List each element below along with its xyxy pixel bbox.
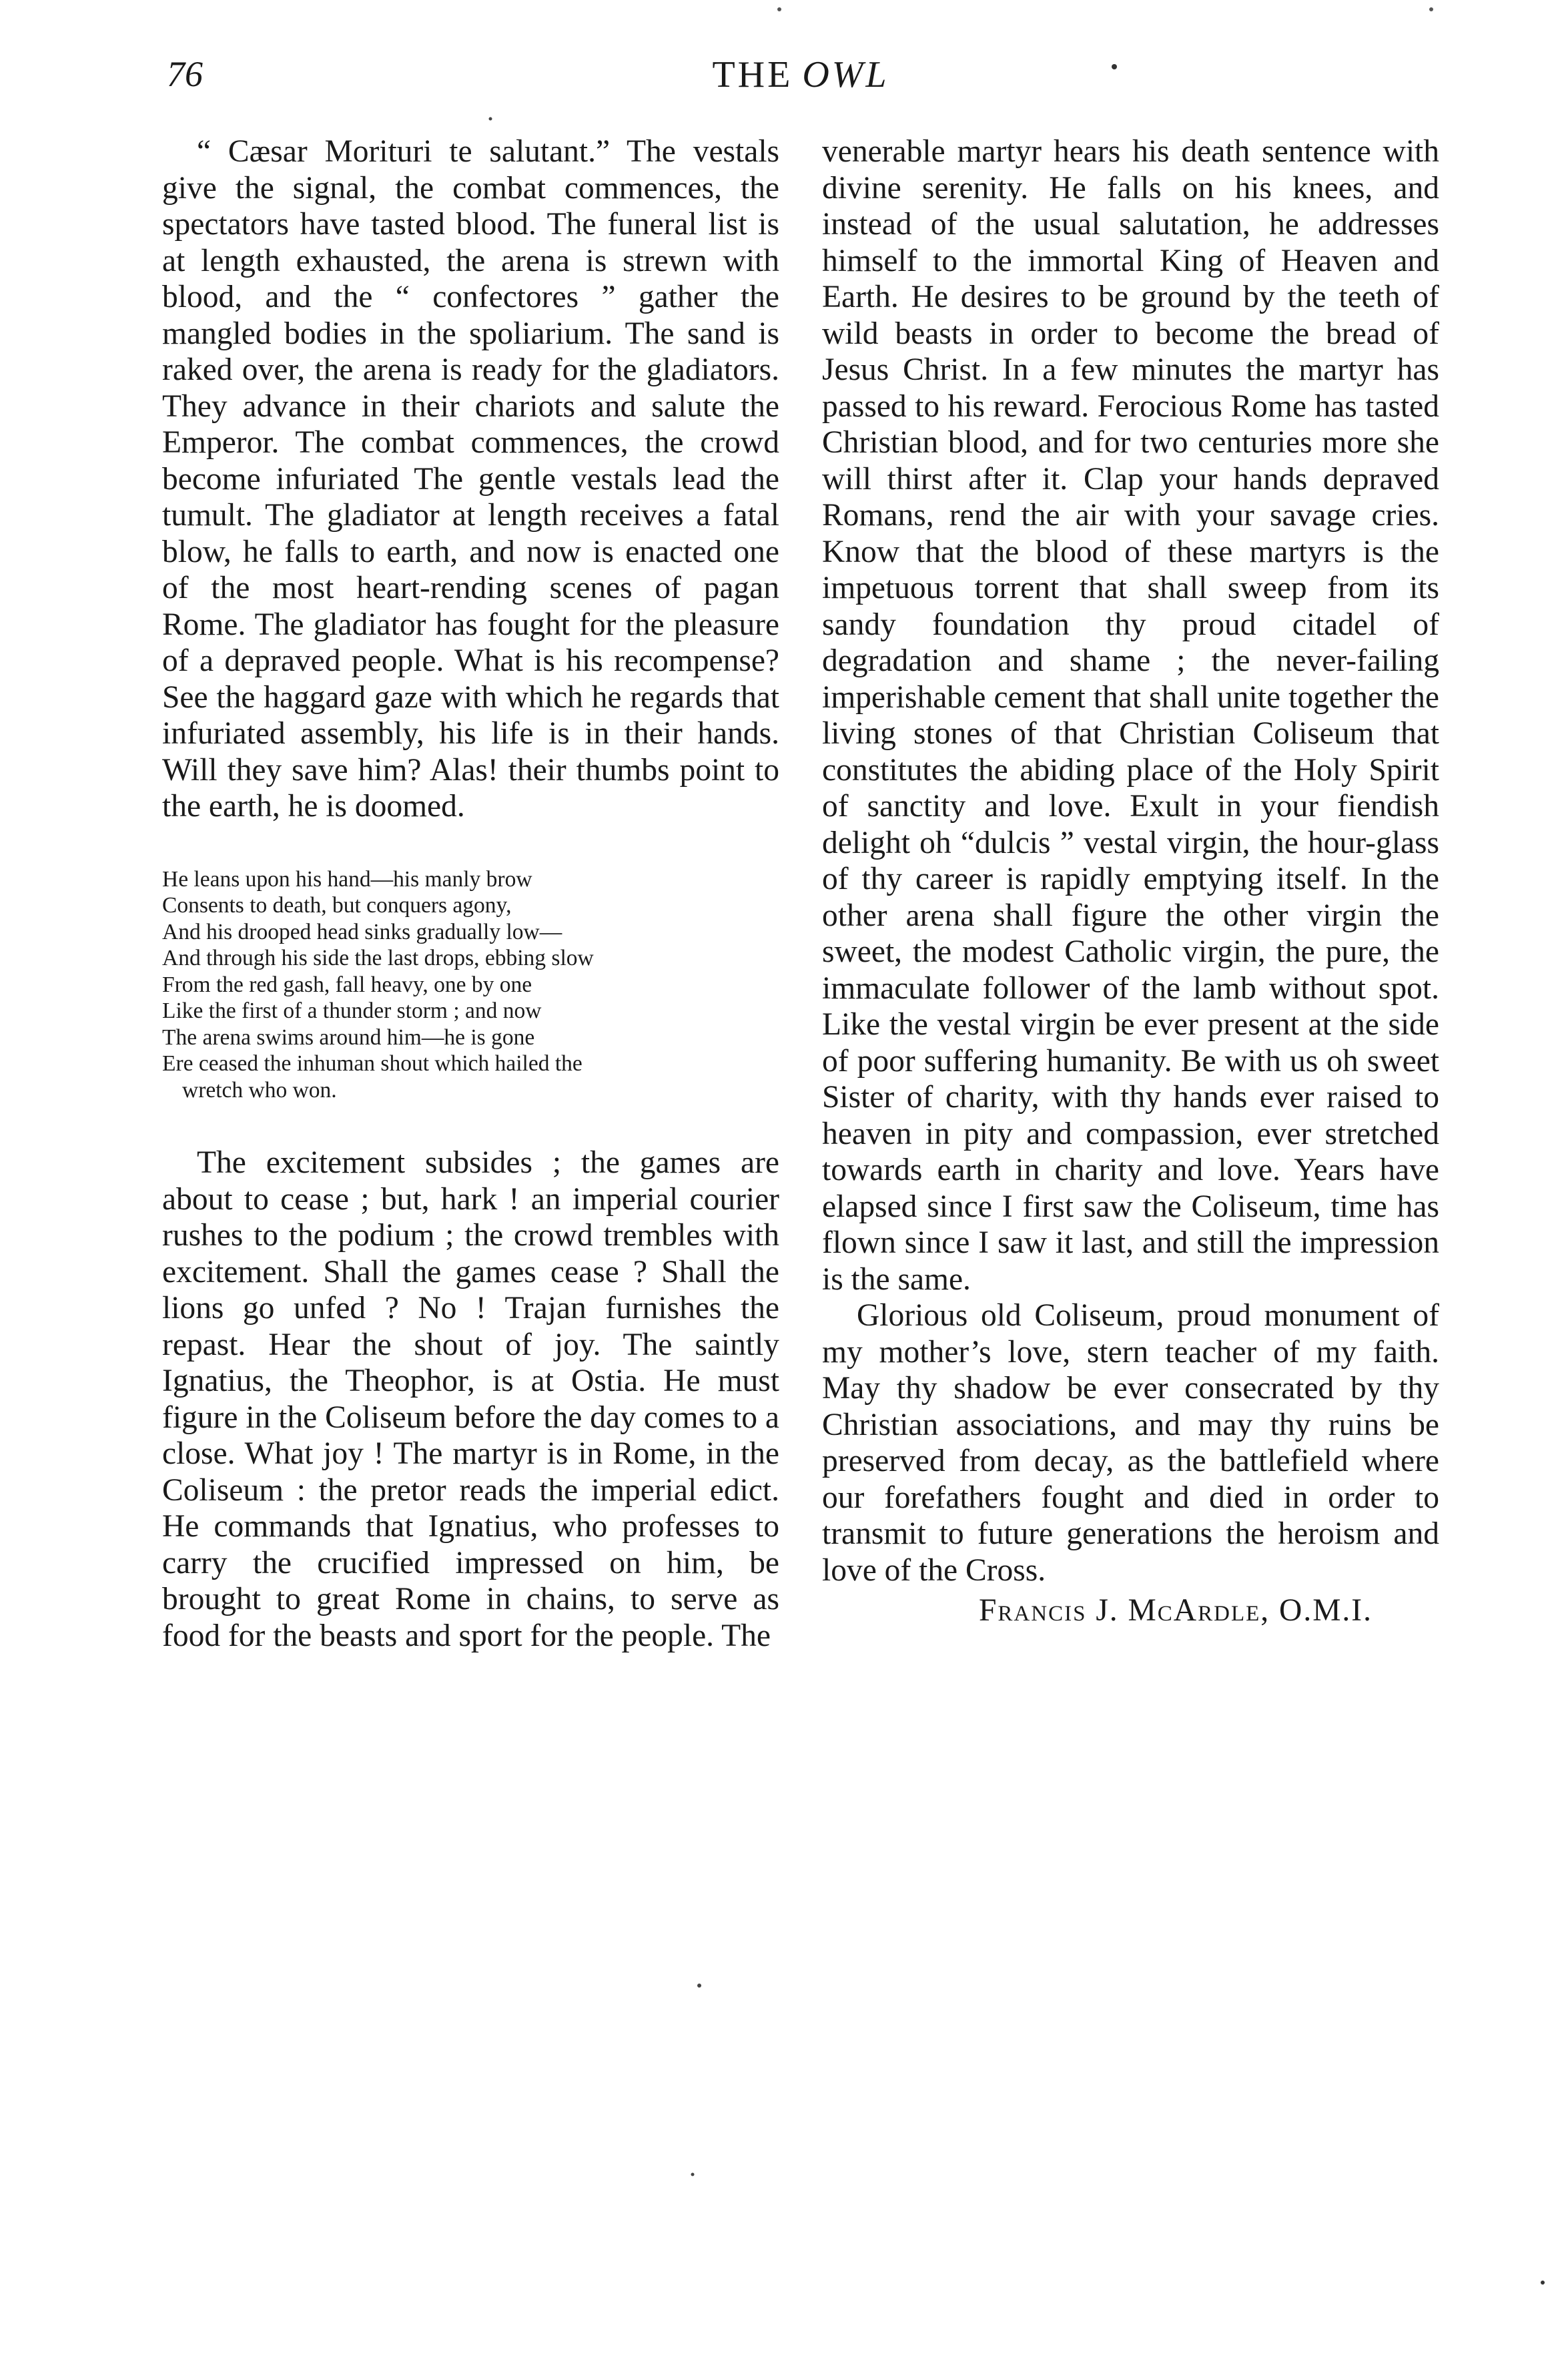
running-head-the: THE bbox=[712, 54, 793, 95]
poem-line: wretch who won. bbox=[182, 1077, 337, 1103]
running-head-owl: OWL bbox=[802, 54, 889, 95]
poem-line: Like the first of a thunder storm ; and now bbox=[162, 998, 542, 1023]
poem-line: Consents to death, but conquers agony, bbox=[162, 893, 512, 918]
poem-line: And through his side the last drops, ebbing slow bbox=[162, 946, 594, 970]
right-column bbox=[822, 133, 1439, 1629]
left-paragraph-1: “ Cæsar Morituri te salutant.” The vestals give the signal, the combat commences, the spectators have tasted blood. The funeral list is at length exhausted, the arena is strewn with blood, and the “ confectores ” gather the mangled bodies in the spoliarium. The sand is raked over, the arena is ready for the gladiators. They advance in their chariots and salute the Emperor. The combat commences, the crowd become infuriated The gentle vestals lead the tumult. The gladiator at length receives a fatal blow, he falls to earth, and now is enacted one of the most heart-rending scenes of pagan Rome. The gladiator has fought for the pleasure of a depraved people. What is his recompense? See the haggard gaze with which he regards that infuriated assembly, his life is in their hands. Will they save him? Alas! their thumbs point to the earth, he is doomed. bbox=[162, 134, 779, 824]
author-signature: Francis J. McArdle, O.M.I. bbox=[979, 1593, 1373, 1628]
scan-speck bbox=[1112, 64, 1117, 69]
right-paragraph-1: venerable martyr hears his death sentence with divine serenity. He falls on his knees, and instead of the usual salutation, he addresses himself to the immortal King of Heaven and Earth. He desires to be ground by the teeth of wild beasts in order to become the bread of Jesus Christ. In a few minutes the martyr has passed to his reward. Ferocious Rome has tasted Christian blood, and for two centuries more she will thirst after it. Clap your hands depraved Romans, rend the air with your savage cries. Know that the blood of these martyrs is the impetuous torrent that shall sweep from its sandy foundation thy proud citadel of degradation and shame ; the never-failing imperishable cement that shall unite together the living stones of that Christian Coliseum that constitutes the abiding place of the Holy Spirit of sanctity and love. Exult in your fiendish delight oh “dulcis ” vestal virgin, the hour-glass of thy career is rapidly emptying itself. In the other arena shall figure the other virgin the sweet, the modest Catholic virgin, the pure, the immaculate follower of the lamb without spot. Like the vestal virgin be ever present at the side of poor suffering humanity. Be with us oh sweet Sister of charity, with thy hands ever raised to heaven in pity and compassion, ever stretched towards earth in charity and love. Years have elapsed since I first saw the Coliseum, time has flown since I saw it last, and still the impression is the same. bbox=[822, 134, 1439, 1297]
poem-line: Ere ceased the inhuman shout which hailed the bbox=[162, 1051, 583, 1076]
poem-quotation bbox=[162, 866, 779, 1104]
scan-speck bbox=[697, 1984, 701, 1988]
poem-line: From the red gash, fall heavy, one by one bbox=[162, 972, 532, 997]
poem-line: He leans upon his hand—his manly brow bbox=[162, 866, 532, 892]
right-paragraph-2: Glorious old Coliseum, proud monument of my mother’s love, stern teacher of my faith. May thy shadow be ever consecrated by thy Christian associations, and may thy ruins be preserved from decay, as the battlefield where our forefathers fought and died in order to transmit to future generations the heroism and love of the Cross. bbox=[822, 1298, 1439, 1588]
scan-speck bbox=[489, 117, 492, 121]
scan-speck bbox=[691, 2173, 695, 2176]
poem-line: The arena swims around him—he is gone bbox=[162, 1024, 535, 1050]
page-number: 76 bbox=[167, 54, 203, 94]
left-column bbox=[162, 133, 779, 1654]
scan-speck bbox=[1429, 7, 1433, 11]
left-paragraph-2: The excitement subsides ; the games are about to cease ; but, hark ! an imperial courier rushes to the podium ; the crowd trembles with excitement. Shall the games cease ? Shall the lions go unfed ? No ! Trajan furnishes the repast. Hear the shout of joy. The saintly Ignatius, the Theophor, is at Ostia. He must figure in the Coliseum before the day comes to a close. What joy ! The martyr is in Rome, in the Coliseum : the pretor reads the imperial edict. He commands that Ignatius, who professes to carry the crucified impressed on him, be brought to great Rome in chains, to serve as food for the beasts and sport for the people. The bbox=[162, 1145, 779, 1653]
poem-line: And his drooped head sinks gradually low— bbox=[162, 919, 562, 944]
scan-speck bbox=[777, 7, 781, 11]
running-head bbox=[667, 53, 934, 96]
scan-speck bbox=[1541, 2281, 1545, 2285]
